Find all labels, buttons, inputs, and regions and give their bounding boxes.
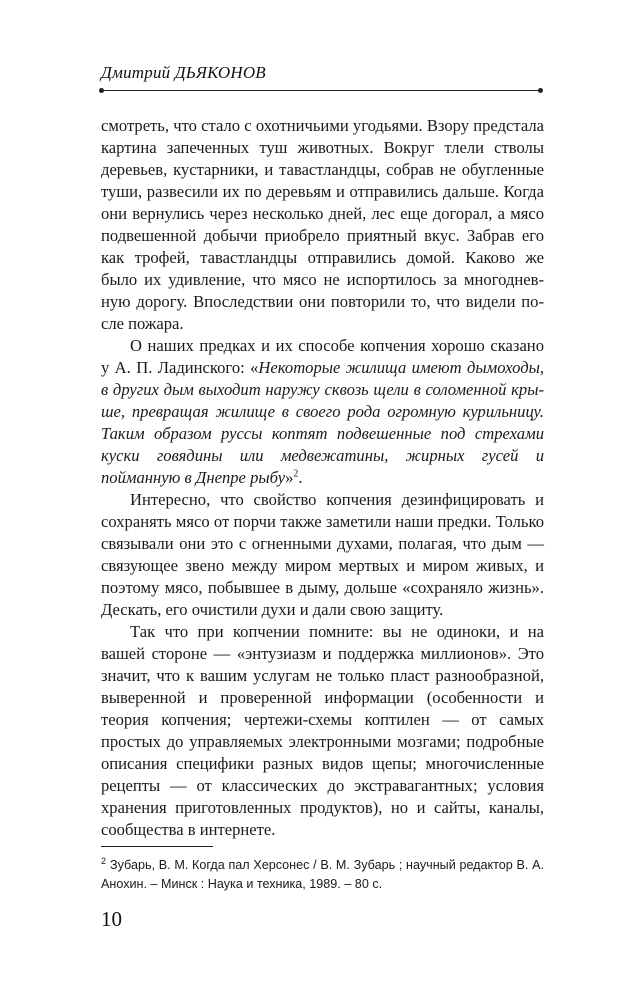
paragraph-1: смотреть, что стало с охотничьими угодьями. Взору предстала картина запеченных туш животных. Вокруг тлели стволы деревьев, кустарники, и тавастландцы, собрав не обугленные туши, развесили их по деревьям и отправились дальше. Когда они вернулись через несколько дней, лес еще догорал, а мясо подвешенной добычи приобрело приятный вкус. Забрав его как трофей, тавастландцы отправились домой. Каково же было их удивление, что мясо не испортилось за многодневную дорогу. Впоследствии они повторили то, что видели после пожара. bbox=[101, 116, 544, 333]
ladinsky-quote: Некоторые жилища имеют дымоходы, в других дым выходит наружу сквозь щели в соломенной крыше, превращая жилище в своего рода огромную курильницу. Таким образом руссы коптят подвешенные под стрехами куски говядины или медвежатины, жирных гусей и пойманную в Днепре рыбу bbox=[101, 358, 544, 487]
footnote-number: 2 bbox=[101, 855, 107, 866]
paragraph-2-end: . bbox=[298, 468, 303, 487]
rule-left-dot bbox=[99, 88, 104, 93]
running-head: Дмитрий ДЬЯКОНОВ bbox=[101, 63, 266, 82]
paragraph-2-intro: О наших предках и их способе копчения хорошо сказано у А. П. Ладинского: « bbox=[101, 336, 544, 377]
paragraph-4: Так что при копчении помните: вы не одиноки, и на вашей стороне — «энтузиазм и поддержка миллионов». Это значит, что к вашим услугам не только пласт разнообразной, выверенной и проверенной информации (особенности и теория копчения; чертежи-схемы коптилен — от самых простых до управляемых электронными мозгами; подробные описания специфики разных видов щепы; многочисленные рецепты — от классических до экстравагантных; условия хранения приготовленных продуктов), но и сайты, каналы, сообщества в интернете. bbox=[101, 622, 544, 839]
footnote-rule bbox=[101, 846, 213, 847]
page-header bbox=[101, 62, 544, 91]
footnote bbox=[101, 856, 544, 894]
quote-close: » bbox=[285, 468, 294, 487]
paragraph-3: Интересно, что свойство копчения дезинфицировать и сохранять мясо от порчи также заметили наши предки. Только связывали они это с огненными духами, полагая, что дым — связующее звено между миром мертвых и миром живых, и поэтому мясо, побывшее в дыму, дольше «сохраняло жизнь». Дескать, его очистили духи и дали свою защиту. bbox=[101, 490, 544, 619]
footnote-ref-2[interactable]: 2 bbox=[293, 468, 299, 480]
rule-right-dot bbox=[538, 88, 543, 93]
paragraph-2 bbox=[101, 335, 544, 489]
header-rule bbox=[101, 90, 541, 91]
page-number: 10 bbox=[101, 907, 122, 931]
footnote-text: Зубарь, В. М. Когда пал Херсонес / В. М. Зубарь ; научный редактор В. А. Анохин. – Минск : Наука и техника, 1989. – 80 с. bbox=[101, 858, 544, 891]
body-text bbox=[101, 115, 544, 841]
